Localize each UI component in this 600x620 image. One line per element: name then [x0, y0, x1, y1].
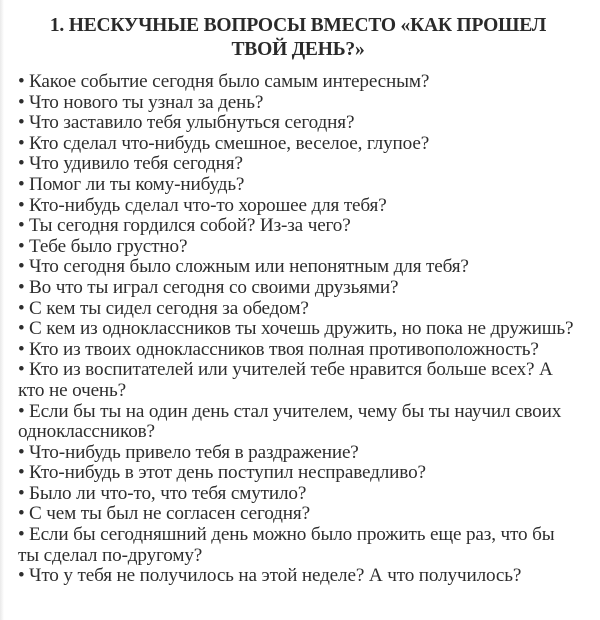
- question-text: Что сегодня было сложным или непонятным для тебя?: [29, 256, 469, 278]
- list-item: [18, 566, 578, 587]
- bullet-icon: •: [18, 318, 25, 340]
- question-text: Что нового ты узнал за день?: [29, 91, 264, 113]
- document-title: 1. НЕСКУЧНЫЕ ВОПРОСЫ ВМЕСТО «КАК ПРОШЕЛ ТВОЙ ДЕНЬ?»: [49, 15, 547, 60]
- bullet-icon: •: [18, 256, 25, 278]
- bullet-icon: •: [18, 441, 25, 463]
- question-text: Кто-нибудь в этот день поступил несправедливо?: [29, 462, 426, 484]
- bullet-icon: •: [18, 338, 25, 360]
- bullet-icon: •: [18, 173, 25, 195]
- list-item: [18, 216, 578, 237]
- list-item: [18, 113, 578, 134]
- question-text: С кем из одноклассников ты хочешь дружить, но пока не дружишь?: [29, 318, 574, 340]
- bullet-icon: •: [18, 503, 25, 525]
- question-text: Что у тебя не получилось на этой неделе? А что получилось?: [29, 565, 522, 587]
- list-item: [18, 463, 578, 484]
- list-item: [18, 525, 578, 566]
- list-item: [18, 72, 578, 93]
- bullet-icon: •: [18, 565, 25, 587]
- list-item: [18, 402, 578, 443]
- question-text: Что удивило тебя сегодня?: [29, 153, 243, 175]
- bullet-icon: •: [18, 400, 25, 422]
- question-text: Кто сделал что-нибудь смешное, веселое, глупое?: [29, 132, 430, 154]
- question-text: Если бы ты на один день стал учителем, чему бы ты научил своих одноклассников?: [18, 400, 562, 443]
- bullet-icon: •: [18, 276, 25, 298]
- bullet-icon: •: [18, 153, 25, 175]
- question-text: Тебе было грустно?: [29, 235, 188, 257]
- question-text: Кто из воспитателей или учителей тебе нравится больше всех? А кто не очень?: [18, 359, 553, 401]
- question-text: Что заставило тебя улыбнуться сегодня?: [29, 112, 355, 134]
- bullet-icon: •: [18, 235, 25, 257]
- question-text: Во что ты играл сегодня со своими друзьями?: [29, 276, 399, 298]
- bullet-icon: •: [18, 482, 25, 504]
- bullet-icon: •: [18, 71, 25, 92]
- question-text: Кто-нибудь сделал что-то хорошее для тебя?: [29, 194, 387, 216]
- list-item: [18, 175, 578, 196]
- question-text: С кем ты сидел сегодня за обедом?: [29, 297, 309, 319]
- list-item: [18, 257, 578, 278]
- list-item: [18, 340, 578, 361]
- list-item: [18, 278, 578, 299]
- list-item: [18, 93, 578, 114]
- list-item: [18, 484, 578, 505]
- question-text: Если бы сегодняшний день можно было прожить еще раз, что бы ты сделал по-другому?: [18, 524, 555, 566]
- page-edge-shadow: [0, 0, 4, 620]
- list-item: [18, 154, 578, 175]
- list-item: [18, 360, 578, 401]
- bullet-icon: •: [18, 297, 25, 319]
- question-text: Кто из твоих одноклассников твоя полная противоположность?: [29, 338, 539, 360]
- question-text: Было ли что-то, что тебя смутило?: [29, 482, 307, 504]
- list-item: [18, 319, 578, 340]
- bullet-icon: •: [18, 359, 25, 381]
- list-item: [18, 134, 578, 155]
- list-item: [18, 196, 578, 217]
- bullet-icon: •: [18, 194, 25, 216]
- questions-list: [18, 72, 578, 587]
- question-text: Ты сегодня гордился собой? Из-за чего?: [29, 215, 351, 237]
- list-item: [18, 237, 578, 258]
- bullet-icon: •: [18, 132, 25, 154]
- list-item: [18, 504, 578, 525]
- list-item: [18, 299, 578, 320]
- bullet-icon: •: [18, 462, 25, 484]
- question-text: Помог ли ты кому-нибудь?: [29, 173, 245, 195]
- question-text: Что-нибудь привело тебя в раздражение?: [29, 441, 359, 463]
- question-text: Какое событие сегодня было самым интересным?: [29, 71, 430, 92]
- list-item: [18, 443, 578, 464]
- bullet-icon: •: [18, 524, 25, 546]
- bullet-icon: •: [18, 215, 25, 237]
- bullet-icon: •: [18, 112, 25, 134]
- bullet-icon: •: [18, 91, 25, 113]
- question-text: С чем ты был не согласен сегодня?: [29, 503, 310, 525]
